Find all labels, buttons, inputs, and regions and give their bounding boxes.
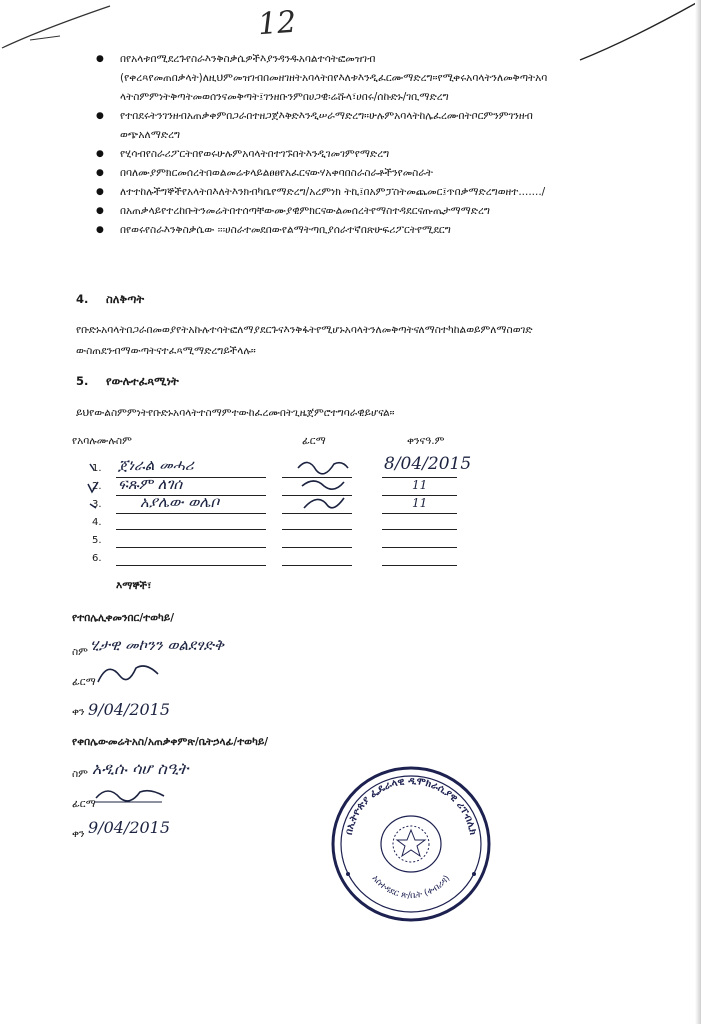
witnesses-label: እማኞች፣ <box>116 580 152 592</box>
member-3-date: 11 <box>412 496 428 510</box>
section-5-heading: 5. የውሉተፈጻሚነት <box>76 374 179 388</box>
table-row: 2. <box>72 479 472 495</box>
receiver-name-label: ስም <box>72 646 88 658</box>
receiver-name: ሂታዊ መኮንን ወልደፃድቅ <box>90 636 224 654</box>
list-item: ● የተበደሩትንገንዘብአጠቃቀምበጋራበተዘጋጀእቅድእንዲሠራማድረግ።ሁሉምአባላትከሌፈረሙበትቦርምንምገንዘብ ወጭአለማድረግ <box>96 107 666 145</box>
member-1-name: ጀነራል መሓሪ <box>118 456 194 474</box>
member-2-date: 11 <box>412 478 428 492</box>
receiver-date-label: ቀን <box>72 706 85 718</box>
scan-edge-shadow <box>695 0 701 1024</box>
column-header-signature: ፊርማ <box>302 435 326 447</box>
section-4-body: የቡድኑአባላትበጋራበመወያየትአኩሉተሳትፎለማያደርጉናእንቅፋትየሚሆኑአባላትንለመቅጣትናለማስተካከልወይምለማስወገድ ውስጠደንብማውጣትናተፈጻሚማድረግይችላሉ። <box>76 324 533 357</box>
page-number: 12 <box>256 4 298 43</box>
officer-name-label: ስም <box>72 768 88 780</box>
table-row: 1. <box>72 461 472 477</box>
section-5-body: ይህየውልስምምነትየቡድኑአባላትተስማምተውከፈረሙበትጊዜጀምሮተግባራዊይሆናል። <box>76 407 395 419</box>
officer-date: 9/04/2015 <box>88 818 171 837</box>
receiver-heading: የተበሌሊቀመንበር/ተወካይ/ <box>72 612 175 624</box>
official-stamp <box>330 764 492 924</box>
member-2-name: ፍጹም ለገሰ <box>118 475 183 493</box>
officer-name: አዲሱ ሳሆ ስዒት <box>92 759 189 778</box>
list-item: ● ለተተከሉችግኞችየአላትበእለትእንክብካቤየማድረግ/አረምነክ ትኪ፤በአምፓስትመጨመር፤ጥበቃማድረግወዘተ......./ <box>96 183 666 202</box>
stamp-bottom-text: አስተዳደር ጽ/ቤት (ቀብሪዳ) <box>369 873 453 902</box>
officer-date-label: ቀን <box>72 828 85 840</box>
svg-text:አስተዳደር ጽ/ቤት (ቀብሪዳ) <box>370 874 453 901</box>
list-item: ● በባለሙያምክርመሰረትበወልመሬቱላይልፀፀየአፈርናውሃአቀባበስራስራቶችንየመስራት <box>96 164 666 183</box>
officer-heading: የቀበሌውመሬትአስ/አጠቃቀምጽ/ቤትኃላፊ/ተወካይ/ <box>72 736 269 748</box>
stamp-outer-text: በኢትዮጵያ ፌዴራላዊ ዲሞክራሲያዊ ሪፐብሊክ <box>343 775 479 836</box>
receiver-date: 9/04/2015 <box>88 700 171 719</box>
list-item: ● በአጠቃላይየተረከቡትንመሬትበተሰጣቸውሙያዊምክርናውልመሰረትየማስተዳደርናጡጤታማማድረግ <box>96 202 666 221</box>
margin-tick-marks <box>84 458 114 518</box>
list-item: ● በየአላቱበሚደረጉየስራእንቅስቃሴዎችእያንዳንዱአባልተሳትፎመዝገብ (የቀረጻየመጠበቃላት)ለዚህምመዝገብበመዘገዘትአባላትበየእለቱእንዲፈርሙማድረግ።የሚቀሩአባላትንለመቅጣትአባ ላትስምምነትቅጣትመወሰንናመቅጣት፤ገንዘቡንምበሀጋዊ፡ሬሹላ፣ሀበሩ/ሰኩድኑ/ገቢማድረግ <box>96 50 666 107</box>
column-header-name: የአባሉሙሉስም <box>72 435 132 447</box>
receiver-signature <box>94 660 164 690</box>
section-4-heading: 4. ስለቅጣት <box>76 292 145 306</box>
officer-signature <box>92 784 172 808</box>
receiver-signature-label: ፊርማ <box>72 676 96 688</box>
member-3-name: አያሌው ወሌቦ <box>140 493 220 511</box>
member-signatures <box>294 456 354 520</box>
table-row: 3. <box>72 497 472 513</box>
list-item: ● በየወሩየስራእንቅስቃሴው ፡፡፡ሀስራተመደበውየልማትጣቢያሰራተኛበጽሁፍሪፖርትየሚደርግ <box>96 221 666 240</box>
table-row: 5. <box>72 533 472 549</box>
member-1-date: 8/04/2015 <box>384 454 472 474</box>
list-item: ● የሂሳብየስራሪፖርትበየወሩሁሉምአባላትበተገኙበትእንዲገመገምየማድረግ <box>96 145 666 164</box>
table-row: 6. <box>72 551 472 567</box>
obligations-list <box>96 50 666 240</box>
table-row: 4. <box>72 515 472 531</box>
column-header-date: ቀንናዓ.ም <box>407 435 445 447</box>
officer-signature-label: ፊርማ <box>72 798 96 810</box>
